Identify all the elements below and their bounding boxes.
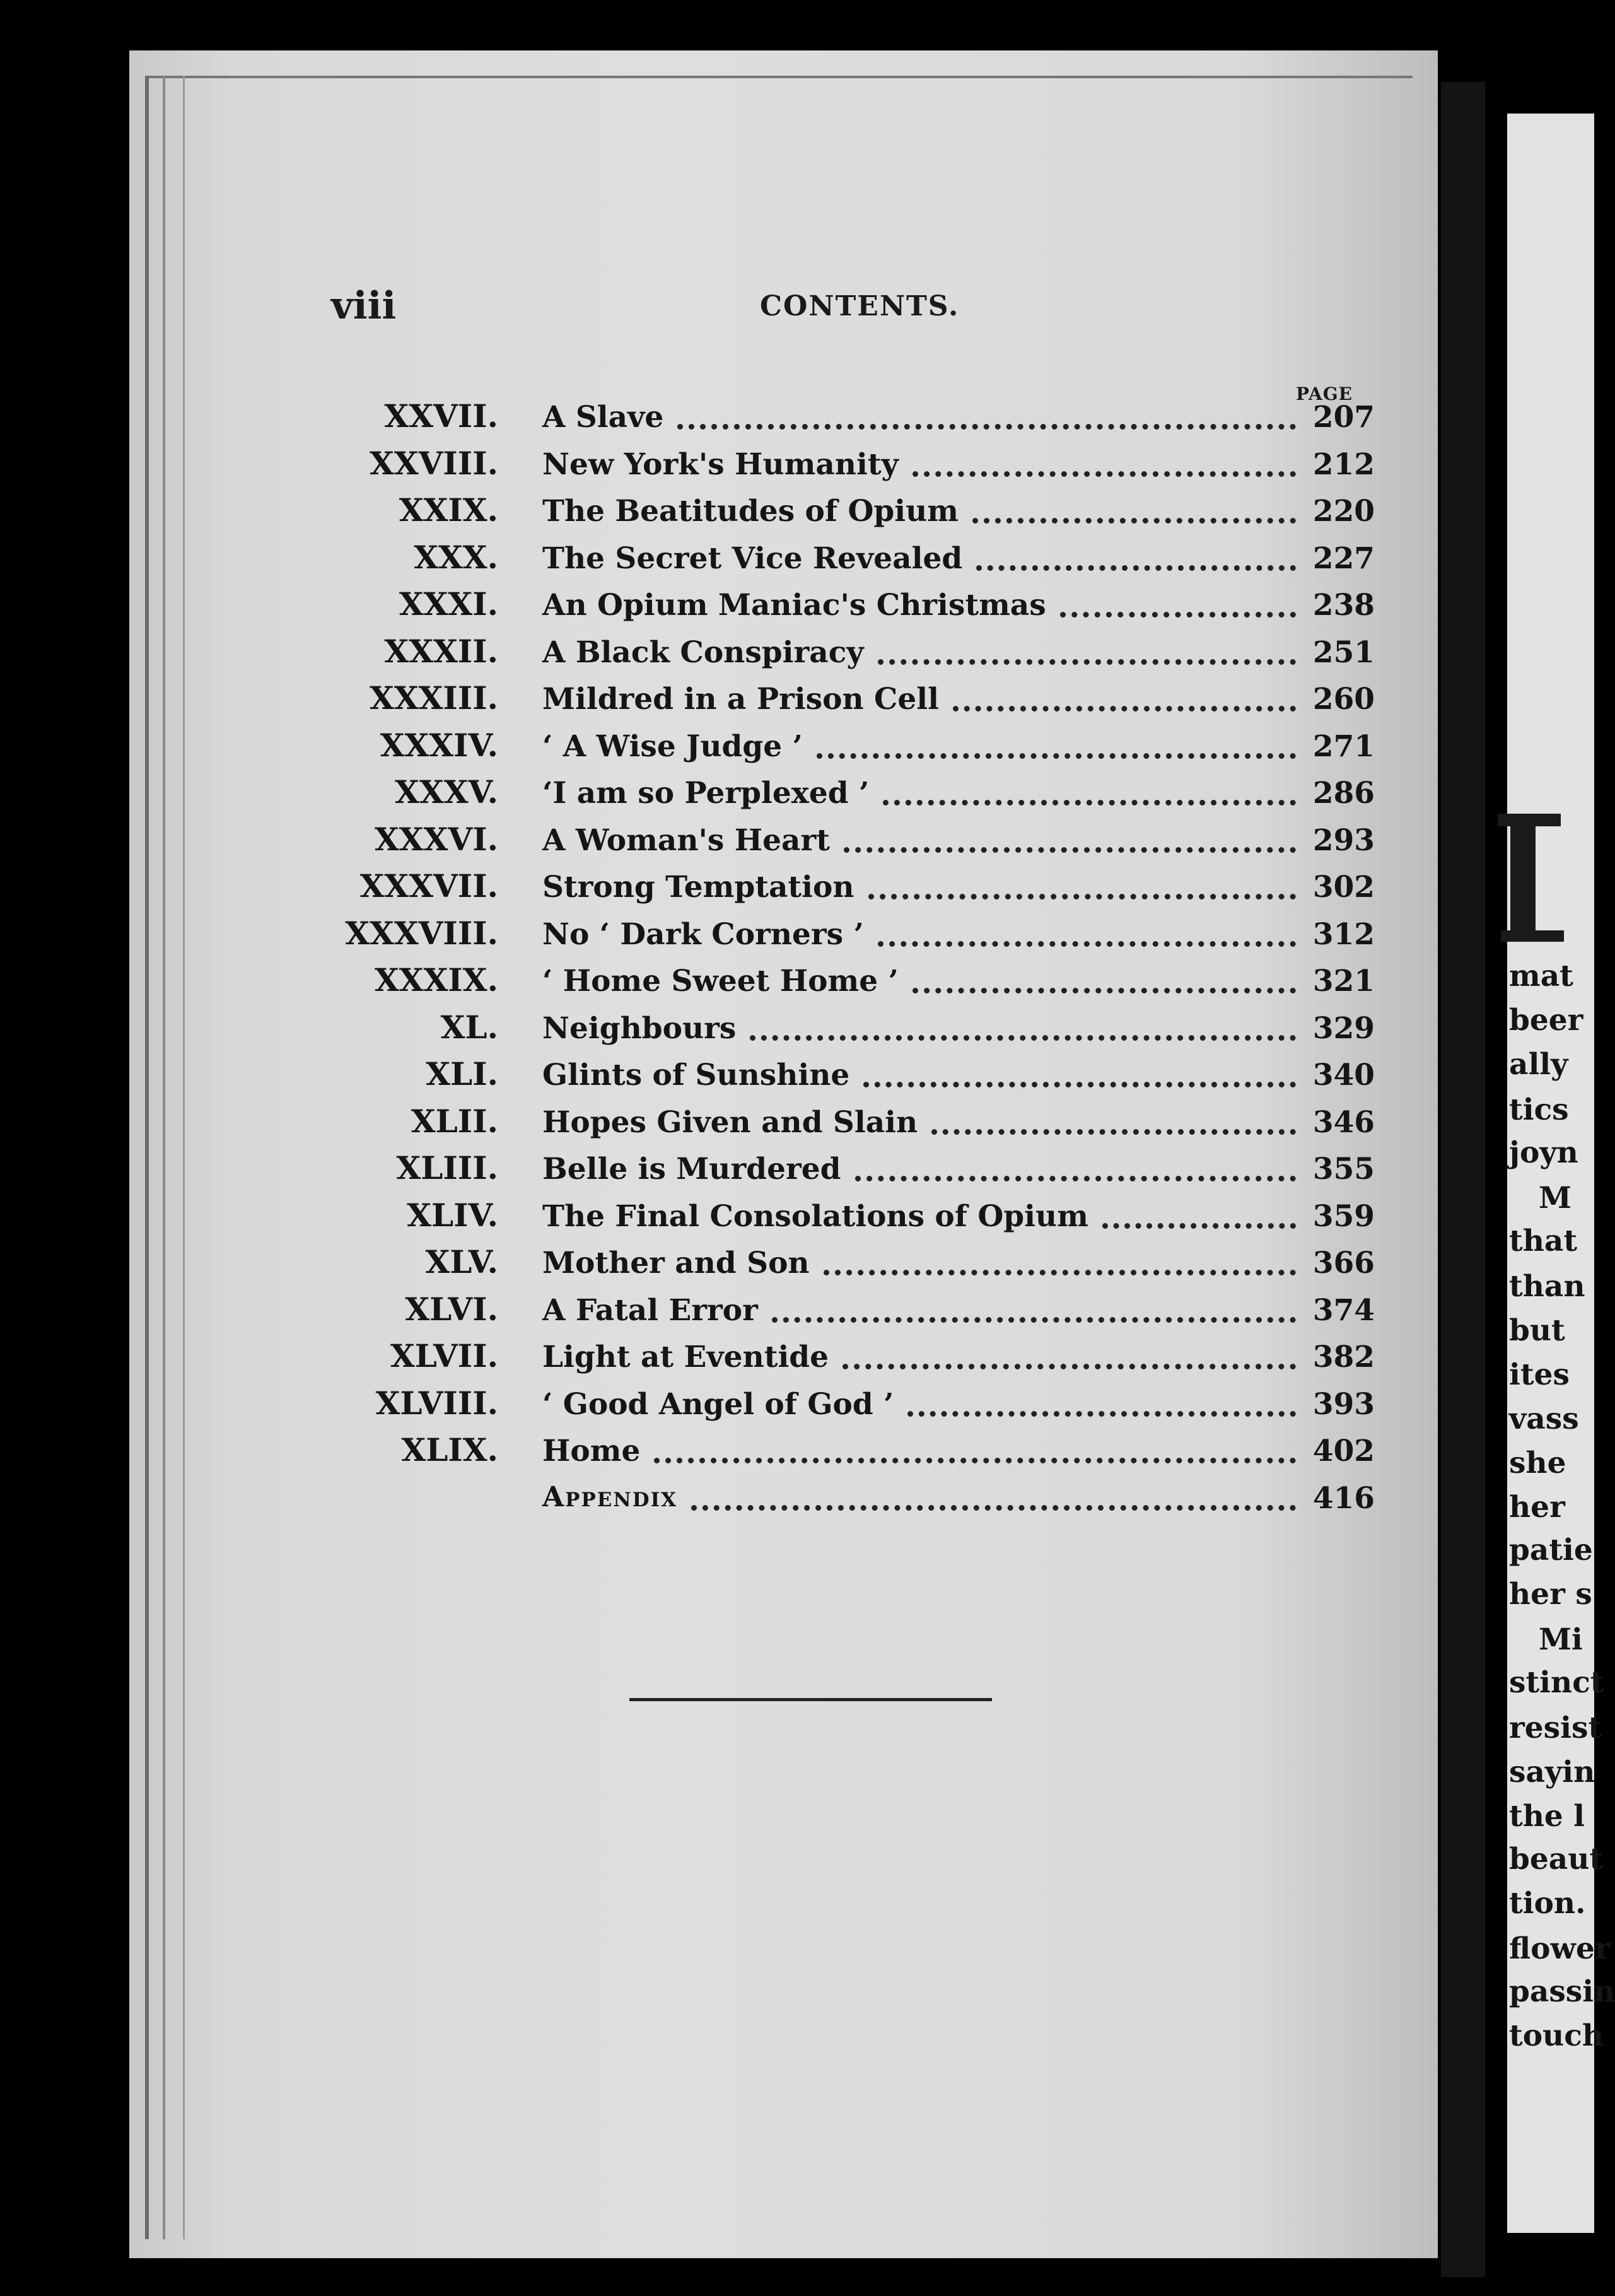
chapter-page: 260 xyxy=(1312,682,1375,717)
closing-rule xyxy=(629,1698,992,1701)
dot-leader xyxy=(750,1030,1296,1041)
facing-page-line: vass xyxy=(1509,1402,1579,1436)
chapter-number: XXVII. xyxy=(384,397,498,435)
dot-leader xyxy=(883,795,1296,805)
toc-row xyxy=(315,1385,1375,1432)
chapter-title: Light at Eventide xyxy=(542,1340,829,1374)
page-left-edge-inner xyxy=(163,76,165,2239)
chapter-page: 302 xyxy=(1312,870,1375,905)
facing-page-line: joyn xyxy=(1509,1135,1578,1170)
chapter-number: XXXI. xyxy=(399,585,498,623)
chapter-title: The Beatitudes of Opium xyxy=(542,494,959,529)
chapter-page: 382 xyxy=(1312,1340,1375,1374)
chapter-page: 271 xyxy=(1312,729,1375,764)
chapter-title: Home xyxy=(542,1434,641,1468)
dot-leader xyxy=(912,466,1296,477)
dot-leader xyxy=(972,513,1296,524)
toc-row xyxy=(315,1197,1375,1244)
chapter-title: No ‘ Dark Corners ’ xyxy=(542,917,864,952)
chapter-number: XLVI. xyxy=(405,1290,498,1328)
chapter-title: ‘ Home Sweet Home ’ xyxy=(542,964,899,999)
dot-leader xyxy=(976,560,1296,571)
facing-page-line: ally xyxy=(1509,1047,1568,1082)
chapter-number: XXXIII. xyxy=(370,679,498,717)
facing-page-line: but xyxy=(1509,1313,1565,1348)
chapter-title: An Opium Maniac's Christmas xyxy=(542,588,1046,623)
facing-page-line: stinct xyxy=(1509,1665,1604,1700)
toc-row xyxy=(315,679,1375,727)
chapter-page: 329 xyxy=(1312,1010,1375,1046)
chapter-number: XXVIII. xyxy=(370,444,498,482)
dot-leader xyxy=(868,889,1296,899)
chapter-page: 251 xyxy=(1312,635,1375,670)
facing-page-line: beer xyxy=(1509,1003,1583,1038)
facing-page-line: sayin xyxy=(1509,1755,1595,1789)
table-of-contents xyxy=(315,397,1375,1525)
toc-row xyxy=(315,585,1375,633)
chapter-title: Neighbours xyxy=(542,1010,737,1046)
chapter-number: XXXV. xyxy=(395,773,498,811)
dot-leader xyxy=(878,936,1296,947)
chapter-number: XLVII. xyxy=(390,1337,498,1374)
page-header xyxy=(331,284,1372,334)
facing-page-line: tion. xyxy=(1509,1886,1586,1921)
facing-page-line: Mi xyxy=(1539,1622,1583,1657)
chapter-number: XLII. xyxy=(411,1102,498,1140)
chapter-page: 393 xyxy=(1312,1386,1375,1422)
chapter-number: XLIX. xyxy=(401,1431,498,1468)
chapter-number: XXXVIII. xyxy=(345,914,498,952)
facing-page-line: she xyxy=(1509,1446,1566,1480)
chapter-number: XXXIX. xyxy=(375,961,498,999)
chapter-title: Mildred in a Prison Cell xyxy=(542,682,940,717)
facing-page-line: tics xyxy=(1509,1092,1569,1127)
chapter-title: A Fatal Error xyxy=(542,1292,758,1328)
facing-page-line: flower xyxy=(1509,1931,1611,1966)
chapter-title: A Black Conspiracy xyxy=(542,635,864,670)
facing-page-line: than xyxy=(1509,1269,1585,1304)
facing-page-line: mat xyxy=(1509,959,1573,993)
page-top-edge xyxy=(145,76,1413,78)
dot-leader xyxy=(677,419,1296,430)
chapter-page: 227 xyxy=(1312,541,1375,576)
toc-row xyxy=(315,727,1375,774)
chapter-title: ‘I am so Perplexed ’ xyxy=(542,776,870,811)
dot-leader xyxy=(931,1124,1296,1135)
dot-leader xyxy=(855,1171,1296,1181)
toc-row xyxy=(315,821,1375,868)
chapter-number: XLVIII. xyxy=(375,1384,498,1422)
chapter-page: 402 xyxy=(1312,1434,1375,1468)
chapter-page: 286 xyxy=(1312,776,1375,811)
toc-row xyxy=(315,961,1375,1009)
chapter-title: The Secret Vice Revealed xyxy=(542,541,963,576)
drop-cap-base xyxy=(1501,930,1564,942)
chapter-number: XXXIV. xyxy=(380,726,498,764)
chapter-number: XXIX. xyxy=(399,491,498,529)
toc-row xyxy=(315,633,1375,680)
facing-page-line: ites xyxy=(1509,1357,1570,1392)
toc-row xyxy=(315,915,1375,962)
dot-leader xyxy=(842,1359,1296,1369)
chapter-page: 293 xyxy=(1312,823,1375,858)
chapter-page: 212 xyxy=(1312,447,1375,482)
toc-row xyxy=(315,1009,1375,1056)
toc-row xyxy=(315,1149,1375,1197)
chapter-page: 220 xyxy=(1312,494,1375,529)
toc-row xyxy=(315,1243,1375,1291)
facing-page-line: touch xyxy=(1509,2018,1604,2053)
toc-row xyxy=(315,1431,1375,1479)
toc-row xyxy=(315,491,1375,539)
chapter-title: A Woman's Heart xyxy=(542,823,830,858)
chapter-title: Strong Temptation xyxy=(542,870,854,905)
chapter-title: The Final Consolations of Opium xyxy=(542,1198,1088,1234)
facing-page-line: her xyxy=(1509,1490,1565,1525)
dot-leader xyxy=(1060,607,1296,618)
chapter-page: 346 xyxy=(1312,1104,1375,1140)
dot-leader xyxy=(953,701,1296,712)
toc-row xyxy=(315,445,1375,492)
toc-row xyxy=(315,1479,1375,1526)
chapter-title: Appendix xyxy=(542,1480,678,1513)
dot-leader xyxy=(691,1500,1296,1511)
running-title: CONTENTS. xyxy=(760,290,960,322)
dot-leader xyxy=(878,654,1296,665)
chapter-number: XXXVI. xyxy=(375,820,498,858)
chapter-title: ‘ A Wise Judge ’ xyxy=(542,729,803,764)
chapter-page: 340 xyxy=(1312,1058,1375,1092)
toc-row xyxy=(315,539,1375,586)
chapter-title: Hopes Given and Slain xyxy=(542,1104,918,1140)
toc-row xyxy=(315,1055,1375,1103)
dot-leader xyxy=(844,842,1296,853)
dot-leader xyxy=(654,1453,1296,1463)
chapter-title: Glints of Sunshine xyxy=(542,1058,850,1092)
page-left-edge-shadow xyxy=(183,76,185,2239)
dot-leader xyxy=(772,1312,1296,1323)
chapter-title: New York's Humanity xyxy=(542,447,899,482)
toc-row xyxy=(315,1103,1375,1150)
chapter-title: ‘ Good Angel of God ’ xyxy=(542,1386,894,1422)
toc-row xyxy=(315,397,1375,445)
dot-leader xyxy=(912,983,1296,993)
chapter-title: Belle is Murdered xyxy=(542,1152,841,1186)
facing-page-line: M xyxy=(1539,1181,1572,1215)
facing-page-line: resist xyxy=(1509,1711,1602,1745)
chapter-number: XXXII. xyxy=(384,632,498,670)
facing-page-line: passin xyxy=(1509,1974,1615,2009)
chapter-page: 359 xyxy=(1312,1198,1375,1234)
toc-row xyxy=(315,1337,1375,1385)
facing-page-line: patie xyxy=(1509,1533,1593,1567)
page-number: viii xyxy=(331,284,397,328)
facing-page-line: the l xyxy=(1509,1799,1585,1834)
chapter-page: 355 xyxy=(1312,1152,1375,1186)
chapter-title: A Slave xyxy=(542,400,664,435)
chapter-number: XLIV. xyxy=(407,1196,498,1234)
page-left-edge xyxy=(145,76,149,2239)
chapter-page: 374 xyxy=(1312,1292,1375,1328)
chapter-title: Mother and Son xyxy=(542,1246,810,1280)
chapter-number: XLIII. xyxy=(396,1149,498,1186)
chapter-number: XLV. xyxy=(425,1243,498,1280)
toc-row xyxy=(315,1291,1375,1338)
drop-cap-stem xyxy=(1510,820,1536,940)
chapter-page: 207 xyxy=(1312,400,1375,435)
chapter-number: XL. xyxy=(440,1008,498,1046)
facing-page-line: beaut xyxy=(1509,1842,1604,1877)
facing-page-line: that xyxy=(1509,1224,1578,1258)
chapter-number: XLI. xyxy=(426,1055,498,1092)
toc-row xyxy=(315,867,1375,915)
chapter-page: 366 xyxy=(1312,1246,1375,1280)
chapter-page: 238 xyxy=(1312,588,1375,623)
dot-leader xyxy=(1102,1218,1296,1229)
dot-leader xyxy=(824,1265,1296,1275)
chapter-number: XXX. xyxy=(414,538,498,576)
dot-leader xyxy=(907,1406,1296,1417)
chapter-number: XXXVII. xyxy=(359,867,498,905)
dot-leader xyxy=(863,1077,1296,1087)
book-spine-gutter xyxy=(1441,82,1485,2277)
dot-leader xyxy=(817,748,1296,759)
page-column-label: PAGE xyxy=(1296,384,1353,404)
chapter-page: 312 xyxy=(1312,917,1375,952)
toc-row xyxy=(315,773,1375,821)
chapter-page: 321 xyxy=(1312,964,1375,999)
facing-page-line: her s xyxy=(1509,1577,1592,1612)
chapter-page: 416 xyxy=(1312,1480,1375,1516)
